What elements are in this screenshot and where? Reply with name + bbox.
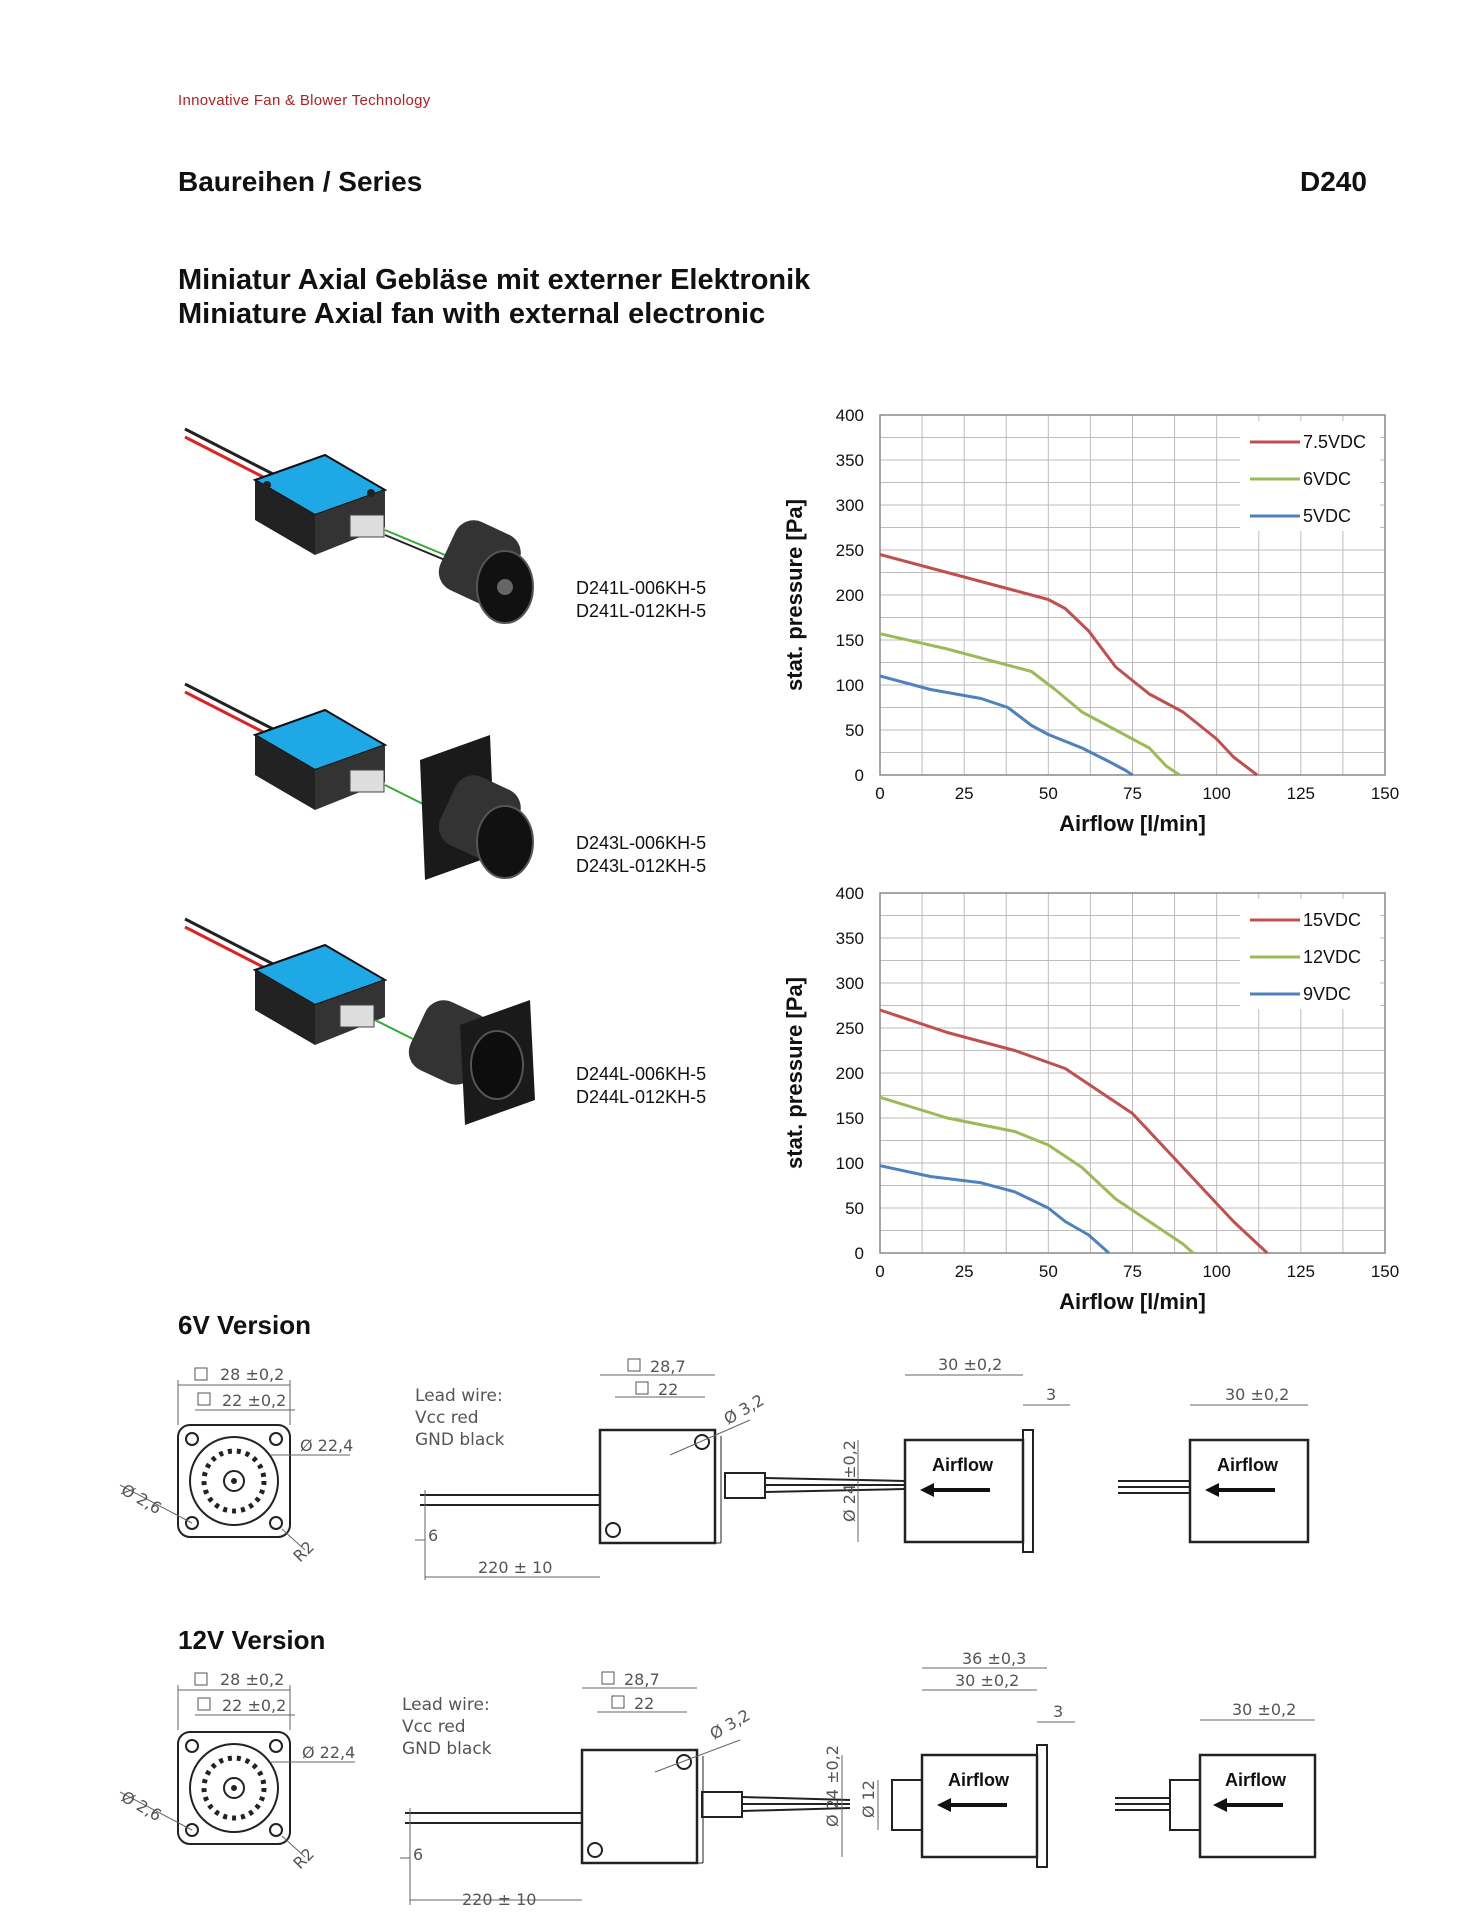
- airflow-label: Airflow: [948, 1770, 1009, 1790]
- legend-label: 12VDC: [1303, 947, 1362, 967]
- series-code: D240: [1300, 166, 1367, 197]
- dim-length: 220 ± 10: [478, 1558, 553, 1577]
- dim-offset: 6: [413, 1845, 424, 1864]
- x-tick-label: 125: [1286, 1262, 1316, 1281]
- dim-module-inner: 22: [634, 1694, 655, 1713]
- pressure-chart-high-voltage: [780, 878, 1420, 1328]
- airflow-label: Airflow: [1217, 1455, 1278, 1475]
- x-tick-label: 125: [1286, 784, 1316, 803]
- model-name: D241L-012KH-5: [576, 601, 707, 621]
- side-view-6v: [840, 1355, 1070, 1552]
- dim-outer: 28 ±0,2: [220, 1365, 285, 1384]
- dim-diameter: Ø 24 ±0,2: [823, 1745, 842, 1827]
- y-tick-label: 300: [835, 496, 864, 515]
- dim-length: 220 ± 10: [462, 1890, 537, 1909]
- product-image-d244: [185, 919, 535, 1125]
- side-view-alt-6v: [1118, 1385, 1308, 1542]
- title-english: Miniature Axial fan with external electronic: [178, 298, 766, 330]
- dim-offset: 6: [428, 1526, 439, 1545]
- dim-radius: R2: [289, 1537, 318, 1566]
- y-axis-label: stat. pressure [Pa]: [782, 977, 807, 1169]
- x-tick-label: 150: [1370, 784, 1400, 803]
- legend-label: 9VDC: [1303, 984, 1352, 1004]
- dim-module-hole: Ø 3,2: [706, 1705, 754, 1744]
- dim-fan: Ø 22,4: [300, 1436, 354, 1455]
- section-heading-6v: 6V Version: [178, 1310, 311, 1340]
- lead-wire-label: Lead wire:: [415, 1386, 503, 1406]
- y-tick-label: 350: [835, 451, 864, 470]
- dim-hole: Ø 2,6: [118, 1787, 165, 1826]
- y-tick-label: 50: [845, 721, 864, 740]
- product-image-d243: [185, 684, 533, 880]
- x-axis-label: Airflow [l/min]: [1059, 811, 1206, 836]
- dim-outer: 28 ±0,2: [220, 1670, 285, 1689]
- dim-side-total: 36 ±0,3: [962, 1650, 1027, 1668]
- lead-wire-note-6v: [415, 1386, 505, 1450]
- series-line-9VDC: [880, 1166, 1109, 1253]
- model-name: D244L-012KH-5: [576, 1087, 707, 1107]
- model-name: D244L-006KH-5: [576, 1064, 707, 1084]
- y-tick-label: 400: [835, 884, 864, 903]
- lead-wire-gnd: GND black: [402, 1739, 492, 1759]
- dim-fan: Ø 22,4: [302, 1743, 356, 1762]
- dim-side-length: 30 ±0,2: [955, 1671, 1020, 1690]
- x-tick-label: 100: [1202, 784, 1231, 803]
- drawing-6v: [110, 1345, 1370, 1605]
- front-view-12v: [118, 1670, 355, 1873]
- dim-module-outer: 28,7: [650, 1357, 686, 1376]
- product-image-d241: [185, 429, 533, 623]
- dim-side-length: 30 ±0,2: [938, 1355, 1003, 1374]
- dim-module-inner: 22: [658, 1380, 679, 1399]
- x-tick-label: 50: [1038, 784, 1058, 803]
- y-tick-label: 350: [835, 929, 864, 948]
- lead-wire-label: Lead wire:: [402, 1695, 490, 1715]
- series-label: Baureihen / Series: [178, 166, 423, 197]
- y-tick-label: 100: [835, 676, 864, 695]
- y-tick-label: 200: [835, 1064, 864, 1083]
- dim-inner: 22 ±0,2: [222, 1696, 287, 1715]
- side-view-alt-12v: [1115, 1700, 1315, 1857]
- dim-radius: R2: [289, 1844, 318, 1873]
- model-group-d243: [576, 832, 706, 878]
- x-tick-label: 0: [875, 784, 885, 803]
- x-tick-label: 100: [1202, 1262, 1231, 1281]
- y-tick-label: 150: [835, 1109, 864, 1128]
- dim-hub: Ø 12: [859, 1780, 878, 1819]
- lead-wire-gnd: GND black: [415, 1430, 505, 1450]
- legend-label: 5VDC: [1303, 506, 1352, 526]
- airflow-label: Airflow: [932, 1455, 993, 1475]
- section-heading-12v: 12V Version: [178, 1625, 326, 1655]
- model-name: D243L-012KH-5: [576, 856, 707, 876]
- dim-inner: 22 ±0,2: [222, 1391, 287, 1410]
- x-tick-label: 75: [1123, 1262, 1142, 1281]
- y-tick-label: 300: [835, 974, 864, 993]
- y-tick-label: 150: [835, 631, 864, 650]
- dim-side2-length: 30 ±0,2: [1232, 1700, 1297, 1719]
- x-tick-label: 25: [954, 1262, 974, 1281]
- dim-diameter: Ø 24 ±0,2: [840, 1440, 859, 1522]
- y-axis-label: stat. pressure [Pa]: [782, 499, 807, 691]
- dim-flange: 3: [1053, 1702, 1064, 1721]
- front-view-6v: [118, 1365, 353, 1566]
- y-tick-label: 0: [854, 1244, 864, 1263]
- y-tick-label: 200: [835, 586, 864, 605]
- lead-wire-note-12v: [402, 1695, 492, 1759]
- lead-wire-vcc: Vcc red: [415, 1408, 479, 1428]
- drawing-12v: [110, 1650, 1370, 1915]
- dim-module-hole: Ø 3,2: [720, 1390, 768, 1429]
- legend-label: 15VDC: [1303, 910, 1362, 930]
- legend-label: 6VDC: [1303, 469, 1352, 489]
- x-tick-label: 150: [1370, 1262, 1400, 1281]
- x-tick-label: 75: [1123, 784, 1142, 803]
- x-tick-label: 25: [954, 784, 974, 803]
- y-tick-label: 400: [835, 406, 864, 425]
- brand-tagline: Innovative Fan & Blower Technology: [178, 92, 431, 109]
- side-view-12v: [823, 1650, 1075, 1867]
- y-tick-label: 250: [835, 541, 864, 560]
- model-group-d244: [576, 1063, 706, 1109]
- x-axis-label: Airflow [l/min]: [1059, 1289, 1206, 1314]
- y-tick-label: 100: [835, 1154, 864, 1173]
- y-tick-label: 50: [845, 1199, 864, 1218]
- model-name: D241L-006KH-5: [576, 578, 707, 598]
- lead-wire-vcc: Vcc red: [402, 1717, 466, 1737]
- pressure-chart-low-voltage: [780, 400, 1420, 850]
- airflow-label: Airflow: [1225, 1770, 1286, 1790]
- legend-label: 7.5VDC: [1303, 432, 1367, 452]
- dim-module-outer: 28,7: [624, 1670, 660, 1689]
- title-german: Miniatur Axial Gebläse mit externer Elektronik: [178, 264, 811, 296]
- dim-flange: 3: [1046, 1385, 1057, 1404]
- series-line-15VDC: [880, 1010, 1267, 1253]
- dim-side2-length: 30 ±0,2: [1225, 1385, 1290, 1404]
- series-line-6VDC: [880, 634, 1180, 775]
- x-tick-label: 0: [875, 1262, 885, 1281]
- model-name: D243L-006KH-5: [576, 833, 707, 853]
- model-group-d241: [576, 577, 706, 623]
- dim-hole: Ø 2,6: [118, 1480, 165, 1519]
- y-tick-label: 0: [854, 766, 864, 785]
- product-illustrations: [175, 415, 575, 1175]
- x-tick-label: 50: [1038, 1262, 1058, 1281]
- y-tick-label: 250: [835, 1019, 864, 1038]
